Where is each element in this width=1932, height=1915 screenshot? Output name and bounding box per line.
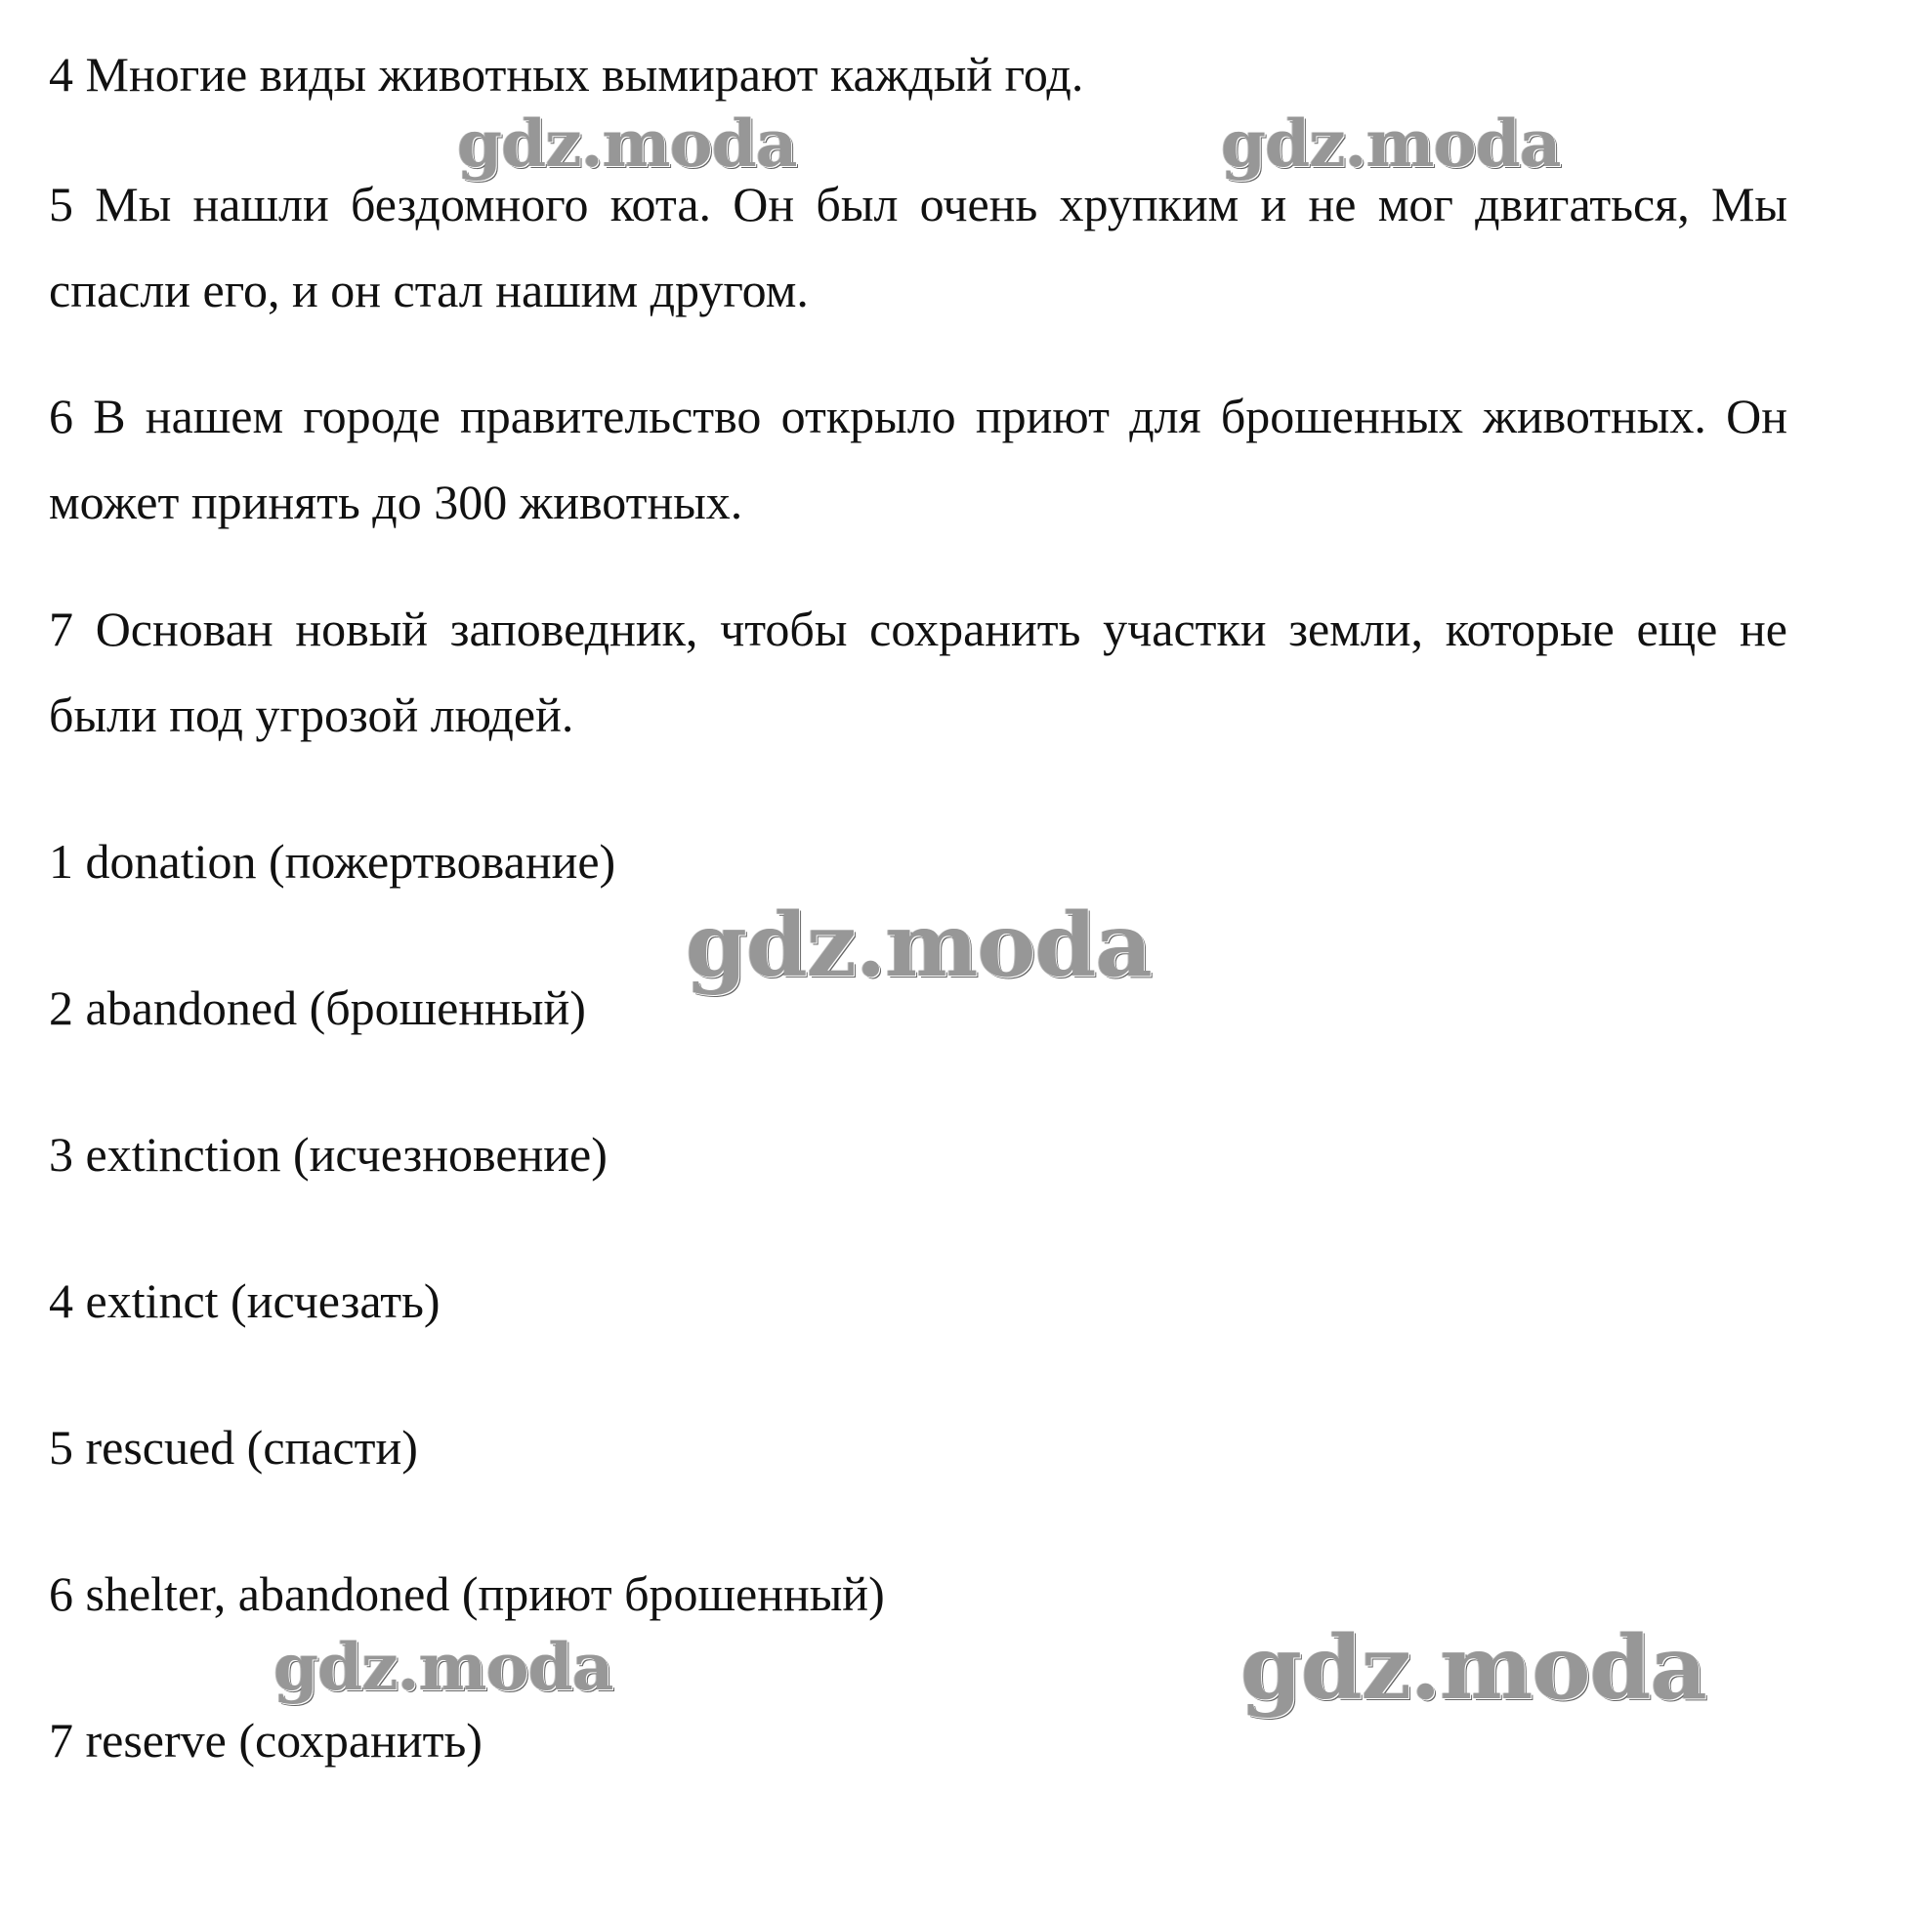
translation-paragraph-5: 5 Мы нашли бездомного кота. Он был очень хрупким и не мог двигаться, Мы спасли его, и он стал нашим другом.: [49, 177, 1787, 317]
translation-paragraph-4: 4 Многие виды животных вымирают каждый год.: [49, 47, 1084, 102]
translation-paragraph-7: 7 Основан новый заповедник, чтобы сохранить участки земли, которые еще не были под угрозой людей.: [49, 602, 1787, 742]
answer-item-5: 5 rescued (спасти): [49, 1420, 418, 1475]
translation-paragraph-6: 6 В нашем городе правительство открыло приют для брошенных животных. Он может принять до 300 животных.: [49, 389, 1787, 529]
answer-item-1: 1 donation (пожертвование): [49, 834, 616, 889]
answer-item-3: 3 extinction (исчезновение): [49, 1127, 608, 1182]
watermark-logo: gdz.moda: [273, 1629, 613, 1705]
watermark-logo: gdz.moda: [457, 105, 797, 182]
answer-item-2: 2 abandoned (брошенный): [49, 980, 586, 1035]
answer-item-6: 6 shelter, abandoned (приют брошенный): [49, 1566, 885, 1621]
watermark-logo: gdz.moda: [686, 894, 1152, 997]
watermark-logo: gdz.moda: [1221, 105, 1561, 182]
answer-item-7: 7 reserve (сохранить): [49, 1713, 483, 1768]
watermark-logo: gdz.moda: [1240, 1616, 1706, 1720]
answer-item-4: 4 extinct (исчезать): [49, 1273, 441, 1328]
